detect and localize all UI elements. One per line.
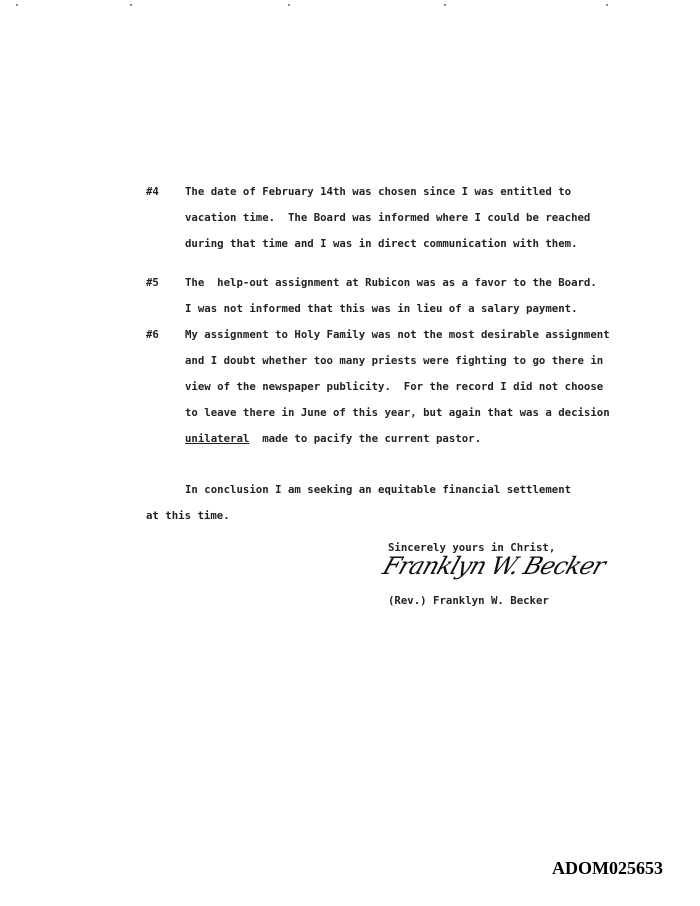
item-line: to leave there in June of this year, but again that was a decision xyxy=(185,406,610,419)
item-line: The date of February 14th was chosen since I was entitled to xyxy=(185,185,572,198)
item-number: #6 xyxy=(146,328,159,341)
item-line-rest: made to pacify the current pastor. xyxy=(249,432,481,445)
underlined-word: unilateral xyxy=(185,432,250,445)
item-line: I was not informed that this was in lieu of a salary payment. xyxy=(185,302,578,315)
conclusion-line: at this time. xyxy=(146,509,230,522)
scan-speck xyxy=(444,4,446,6)
conclusion-line: In conclusion I am seeking an equitable financial settlement xyxy=(185,483,572,496)
item-line: My assignment to Holy Family was not the most desirable assignment xyxy=(185,328,610,341)
item-line-last xyxy=(185,432,481,445)
item-line: The help-out assignment at Rubicon was as a favor to the Board. xyxy=(185,276,597,289)
bates-number: ADOM025653 xyxy=(552,858,663,878)
scan-speck xyxy=(606,4,608,6)
item-number: #5 xyxy=(146,276,159,289)
scan-speck xyxy=(16,4,18,6)
scan-speck xyxy=(130,4,132,6)
item-line: and I doubt whether too many priests were fighting to go there in xyxy=(185,354,604,367)
item-number: #4 xyxy=(146,185,159,198)
handwritten-signature: Franklyn W. Becker xyxy=(379,552,609,580)
scan-speck xyxy=(288,4,290,6)
closing: Sincerely yours in Christ, xyxy=(388,541,556,554)
signer-name: (Rev.) Franklyn W. Becker xyxy=(388,594,549,607)
item-line: during that time and I was in direct communication with them. xyxy=(185,237,578,250)
item-line: view of the newspaper publicity. For the record I did not choose xyxy=(185,380,604,393)
item-line: vacation time. The Board was informed where I could be reached xyxy=(185,211,591,224)
